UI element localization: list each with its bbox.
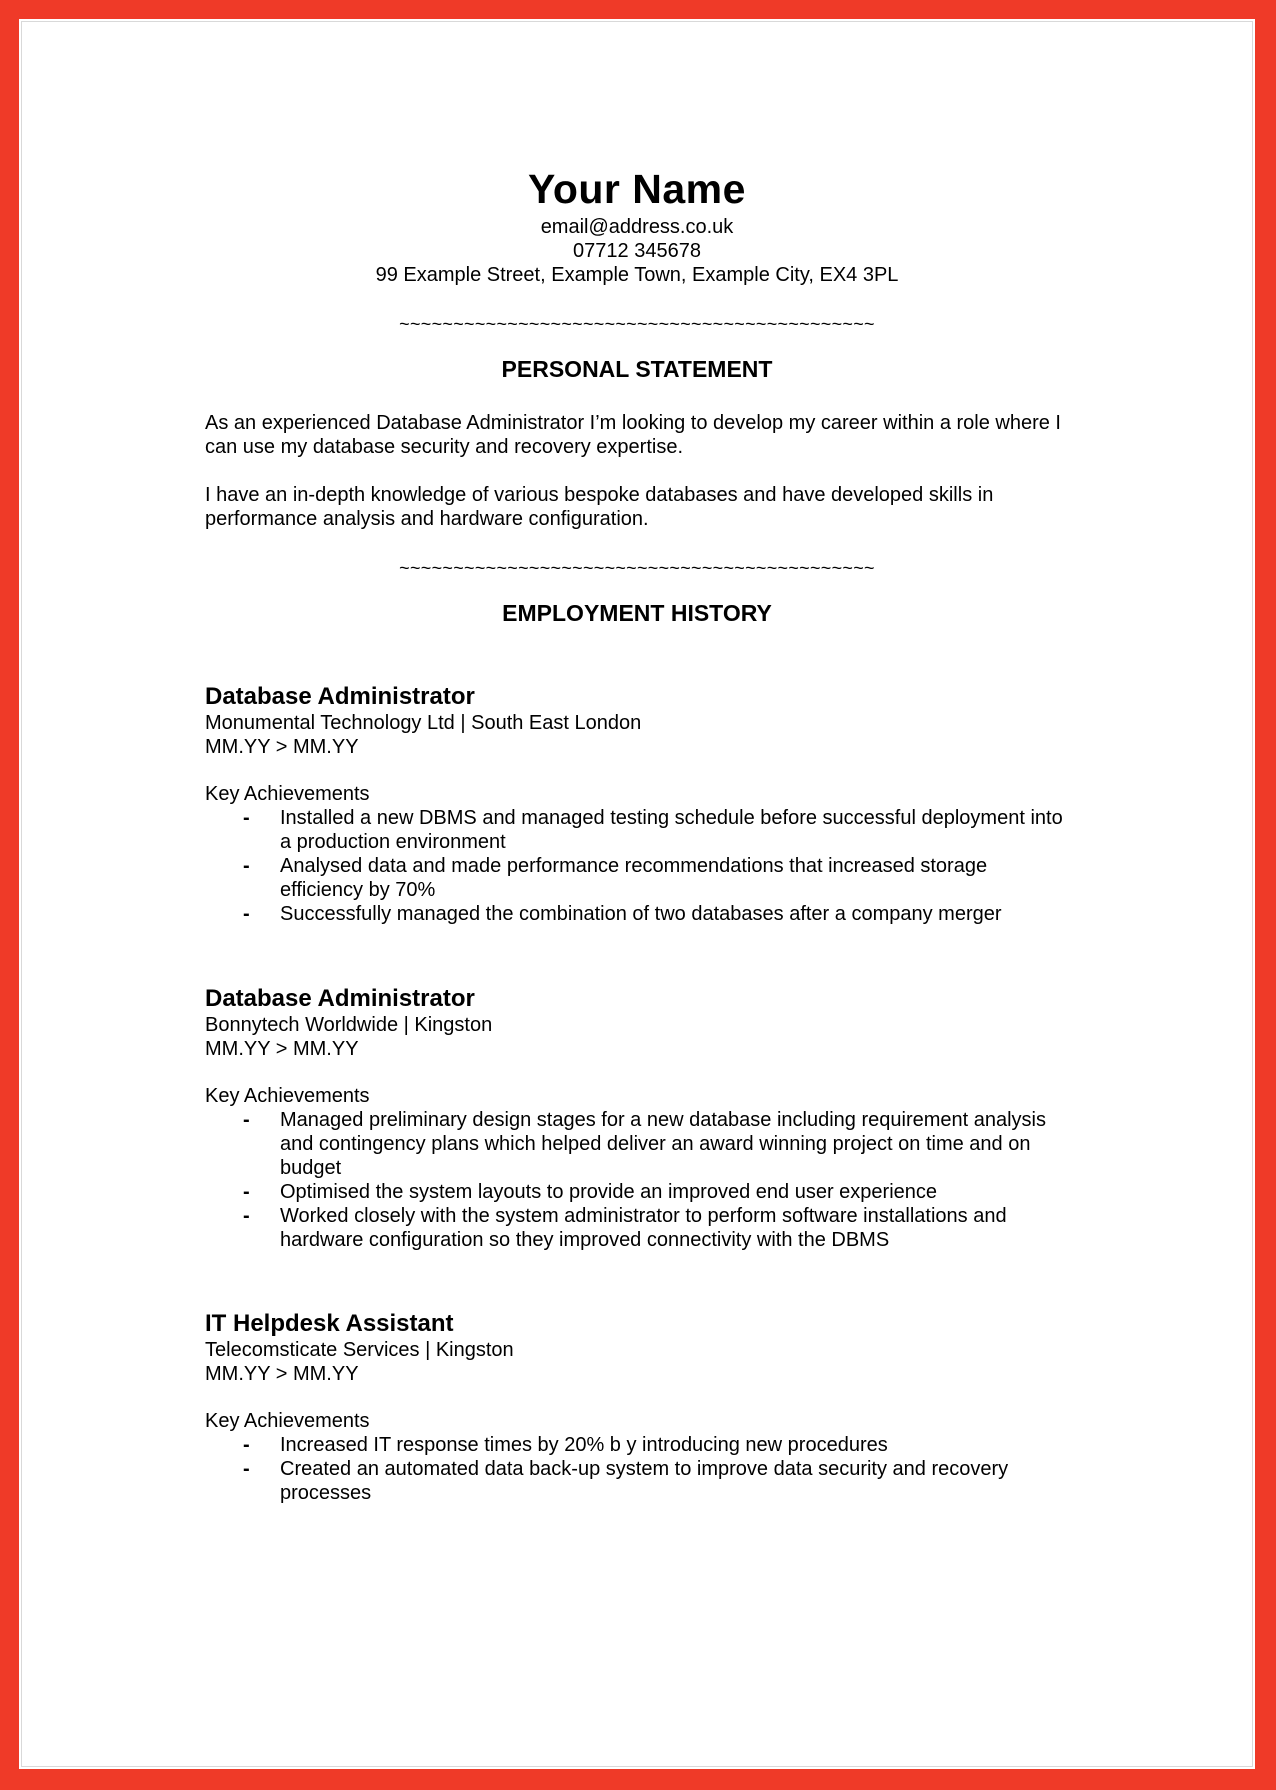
job-dates: MM.YY > MM.YY [205,736,359,758]
email-address: email@address.co.uk [540,216,734,238]
statement-paragraph: As an experienced Database Administrator I’m looking to develop my career within a role where I can use my database security and recovery expertise. [205,412,1061,458]
employment-history-heading: EMPLOYMENT HISTORY [502,600,772,626]
achievement-text: Worked closely with the system administrator to perform software installations and hardware configuration so they improved connectivity with the DBMS [280,1205,1007,1251]
personal-statement-heading: PERSONAL STATEMENT [501,356,773,382]
bullet-dash: - [243,1458,250,1480]
job-title: Database Administrator [205,985,475,1012]
job-entry [205,1310,1105,1505]
achievement-text: Created an automated data back-up system to improve data security and recovery processes [280,1458,1009,1504]
tilde-divider: ~~~~~~~~~~~~~~~~~~~~~~~~~~~~~~~~~~~~~~~~~~~~ [399,558,875,578]
job-entry [205,985,1105,1252]
achievement-text: Installed a new DBMS and managed testing schedule before successful deployment into a production environment [280,807,1063,853]
job-company: Bonnytech Worldwide | Kingston [205,1014,493,1036]
job-company: Telecomsticate Services | Kingston [205,1339,514,1361]
bullet-dash: - [243,1109,250,1131]
cv-page [19,19,1255,1769]
phone-number: 07712 345678 [573,240,701,262]
job-title: IT Helpdesk Assistant [205,1310,454,1337]
cv-header [19,167,1255,287]
achievement-text: Optimised the system layouts to provide an improved end user experience [280,1181,938,1203]
bullet-dash: - [243,1205,250,1227]
tilde-divider: ~~~~~~~~~~~~~~~~~~~~~~~~~~~~~~~~~~~~~~~~~~~~ [399,314,875,334]
achievement-item [205,1108,1070,1180]
key-achievements-label: Key Achievements [205,1410,370,1432]
achievement-text: Increased IT response times by 20% b y introducing new procedures [280,1434,888,1456]
achievements-list [205,1108,1105,1252]
statement-paragraph: I have an in-depth knowledge of various bespoke databases and have developed skills in performance analysis and hardware configuration. [205,484,994,530]
job-title: Database Administrator [205,683,475,710]
key-achievements-label: Key Achievements [205,783,370,805]
candidate-name: Your Name [528,166,746,212]
postal-address: 99 Example Street, Example Town, Example City, EX4 3PL [375,264,899,286]
achievement-item [205,902,1070,926]
achievement-text: Managed preliminary design stages for a new database including requirement analysis and contingency plans which helped deliver an award winning project on time and on budget [280,1109,1046,1179]
job-entry [205,683,1105,926]
bullet-dash: - [243,855,250,877]
achievement-item [205,1180,1070,1204]
bullet-dash: - [243,1434,250,1456]
bullet-dash: - [243,807,250,829]
achievement-item [205,1457,1070,1505]
achievement-item [205,854,1070,902]
job-dates: MM.YY > MM.YY [205,1038,359,1060]
bullet-dash: - [243,1181,250,1203]
bullet-dash: - [243,903,250,925]
achievement-text: Successfully managed the combination of two databases after a company merger [280,903,1002,925]
achievement-item [205,806,1070,854]
achievements-list [205,806,1105,926]
achievements-list [205,1433,1105,1505]
job-company: Monumental Technology Ltd | South East London [205,712,642,734]
achievement-text: Analysed data and made performance recommendations that increased storage efficiency by 70% [280,855,988,901]
key-achievements-label: Key Achievements [205,1085,370,1107]
achievement-item [205,1433,1070,1457]
job-dates: MM.YY > MM.YY [205,1363,359,1385]
achievement-item [205,1204,1070,1252]
